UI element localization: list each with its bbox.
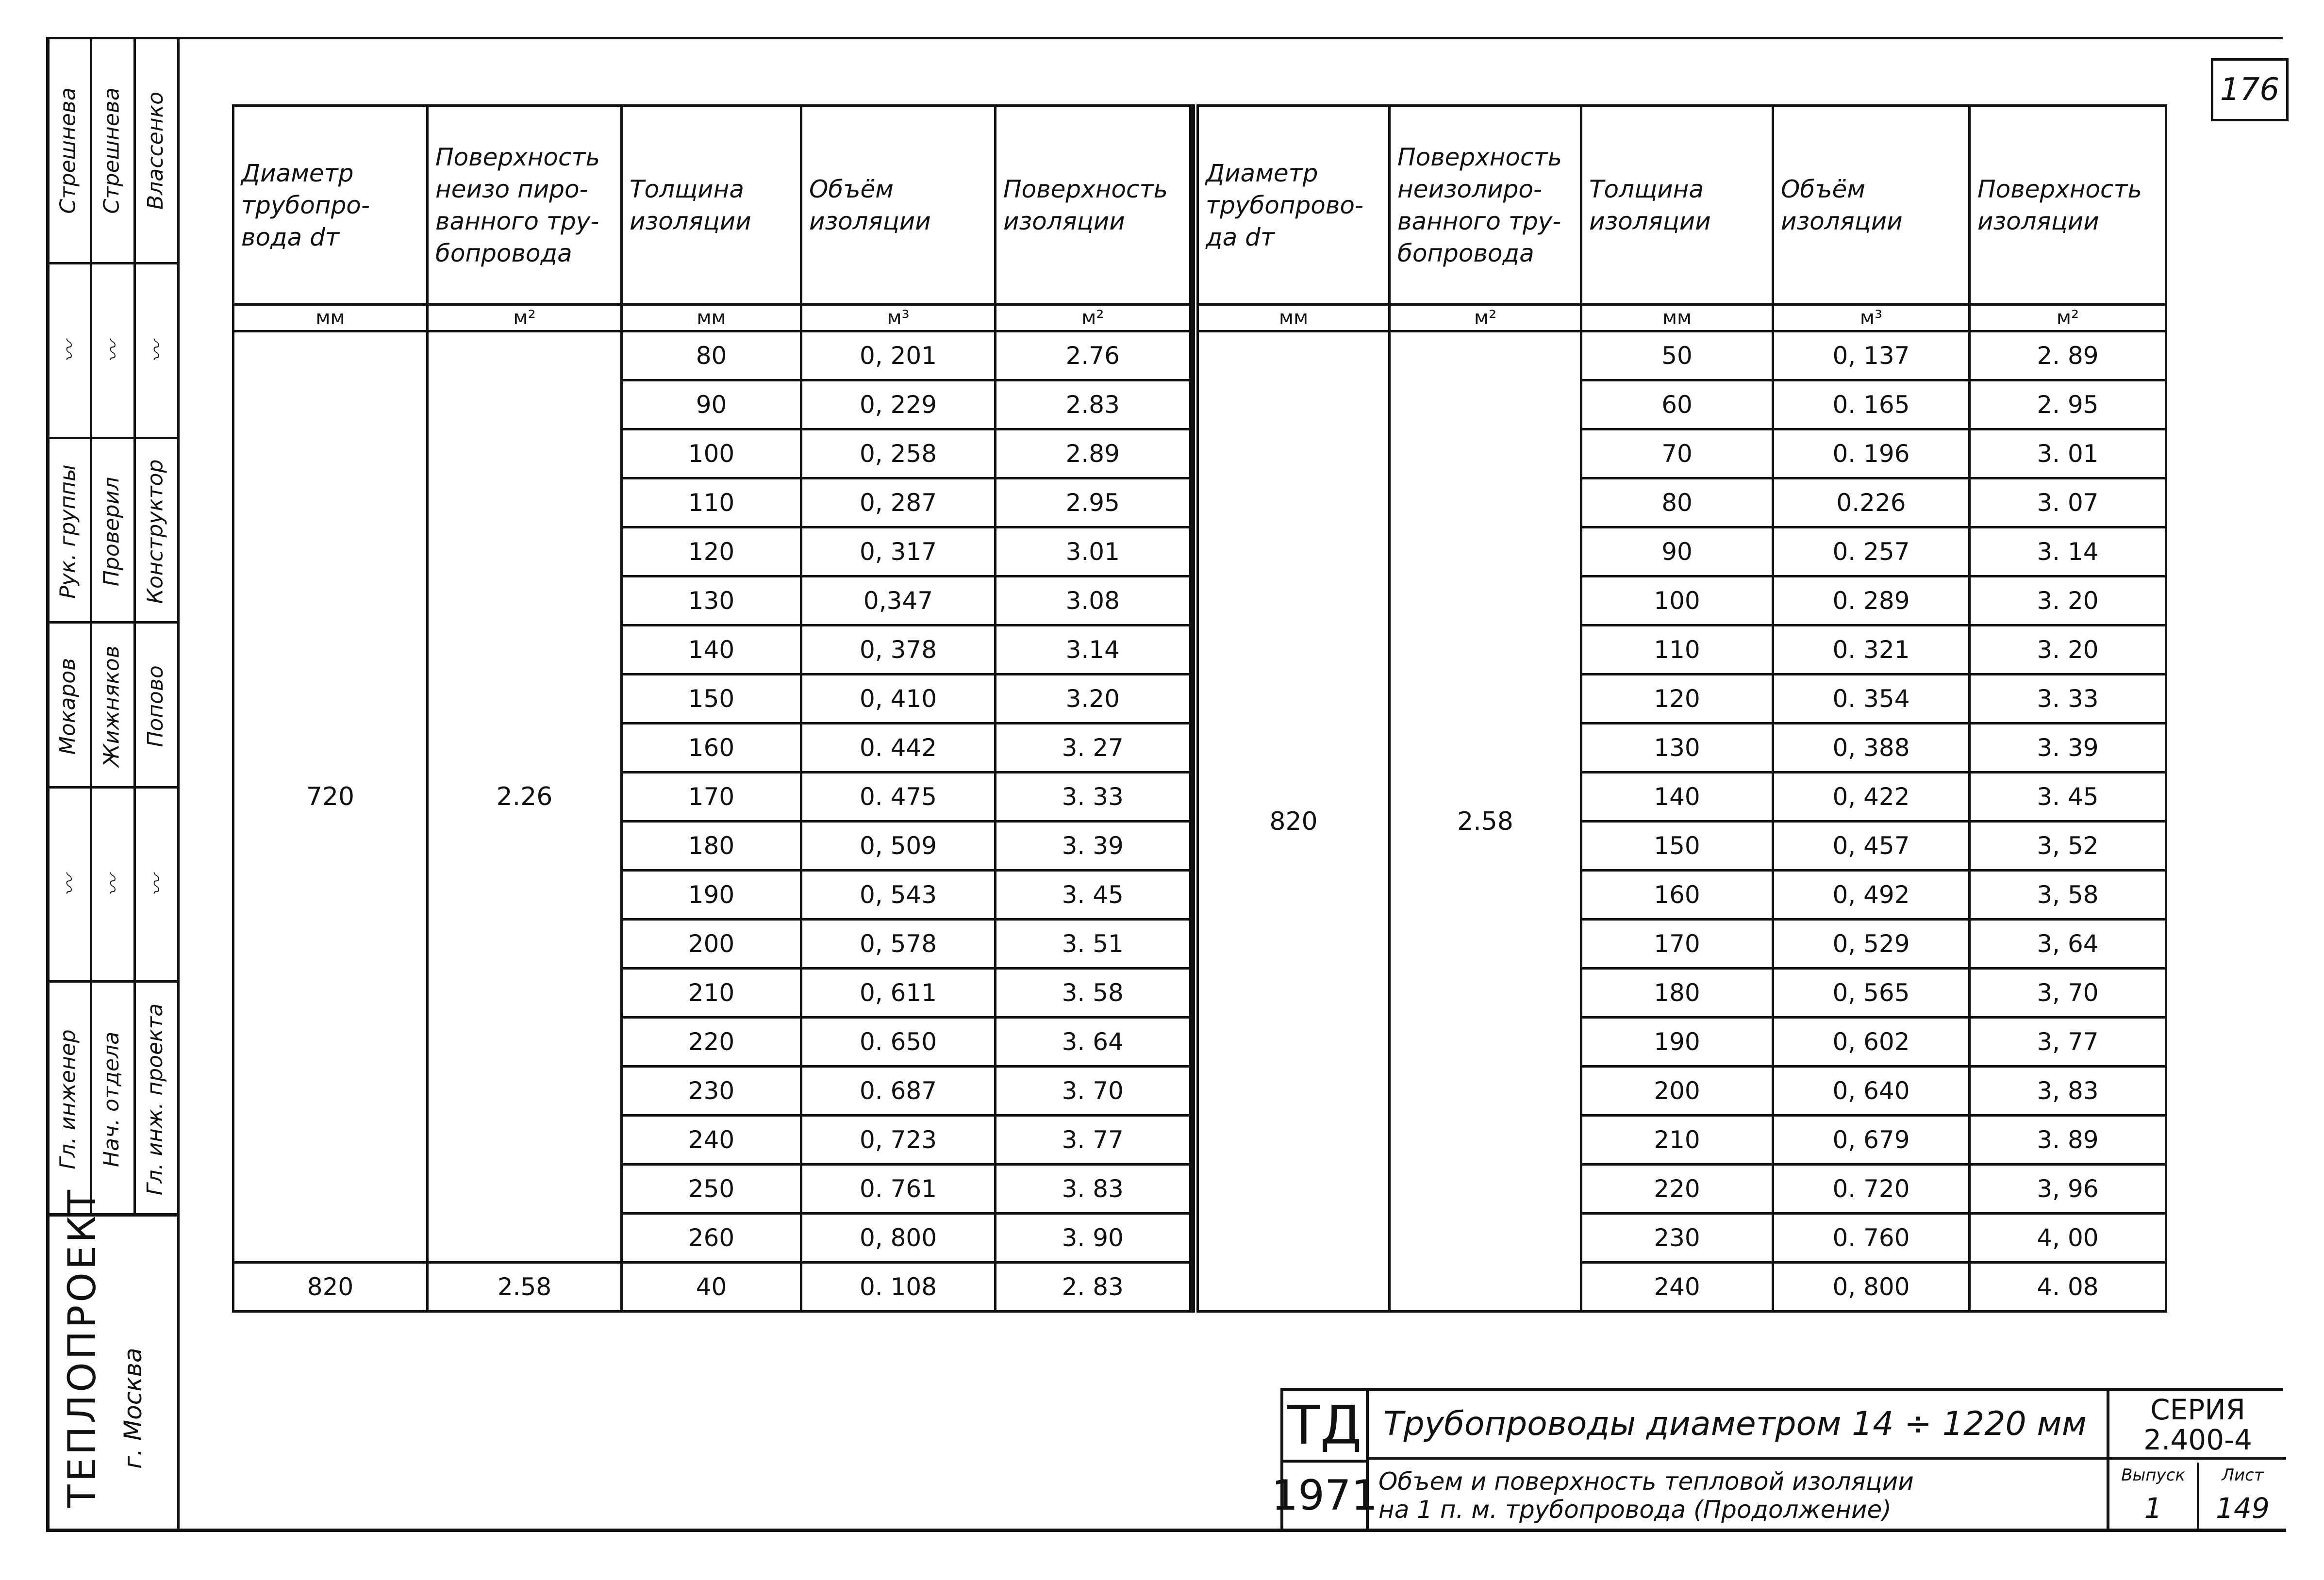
insulation-surface-cell: 2. 95 — [1970, 380, 2166, 429]
table-row — [233, 331, 1192, 380]
column-header-insulation-surface: Поверхность изоляции — [996, 106, 1192, 305]
organization-block — [46, 1186, 177, 1532]
insulation-surface-cell: 3, 58 — [1970, 871, 2166, 920]
thickness-cell: 170 — [622, 773, 801, 822]
signature-mark: 〰 — [101, 875, 126, 896]
stamp-role-4: Проверил — [90, 437, 133, 624]
unit-cell: м² — [1970, 305, 2166, 331]
volume-cell: 0. 196 — [1773, 429, 1970, 478]
unit-cell: мм — [233, 305, 428, 331]
volume-cell: 0. 108 — [801, 1263, 996, 1312]
volume-cell: 0, 258 — [801, 429, 996, 478]
column-header-volume: Объём изоляции — [801, 106, 996, 305]
volume-cell: 0, 800 — [1773, 1263, 1970, 1312]
thickness-cell: 110 — [1581, 625, 1773, 675]
issue-value: 1 — [2144, 1492, 2162, 1525]
thickness-cell: 180 — [1581, 969, 1773, 1018]
column-header-bare-surface: Поверхность неизолиро- ванного тру- бопровода — [1390, 106, 1581, 305]
thickness-cell: 50 — [1581, 331, 1773, 380]
insulation-surface-cell: 3. 20 — [1970, 625, 2166, 675]
thickness-cell: 210 — [1581, 1116, 1773, 1165]
thickness-cell: 250 — [622, 1165, 801, 1214]
insulation-surface-cell: 3. 70 — [996, 1067, 1192, 1116]
title-block — [1271, 1388, 2283, 1531]
signature-mark: 〰 — [145, 875, 170, 896]
subtitle-line-1: Объем и поверхность тепловой изоляции — [1378, 1467, 1914, 1496]
diameter-cell: 720 — [233, 331, 428, 1263]
table-body-left — [233, 331, 1192, 1312]
unit-cell: м² — [1390, 305, 1581, 331]
thickness-cell: 240 — [622, 1116, 801, 1165]
series-value: 2.400-4 — [2143, 1423, 2252, 1456]
insulation-table-right — [1196, 104, 2167, 1313]
insulation-surface-cell: 3.01 — [996, 527, 1192, 576]
insulation-surface-cell: 3. 33 — [1970, 675, 2166, 724]
thickness-cell: 220 — [1581, 1165, 1773, 1214]
thickness-cell: 40 — [622, 1263, 801, 1312]
column-header-thickness: Толщина изоляции — [622, 106, 801, 305]
thickness-cell: 190 — [1581, 1018, 1773, 1067]
volume-cell: 0,347 — [801, 576, 996, 625]
volume-cell: 0. 650 — [801, 1018, 996, 1067]
organization-name: ТЕПЛОПРОЕКТ — [61, 1186, 104, 1508]
thickness-cell: 180 — [622, 822, 801, 871]
stamp-signature-5 — [133, 786, 177, 983]
unit-cell: мм — [1581, 305, 1773, 331]
volume-cell: 0. 289 — [1773, 576, 1970, 625]
insulation-surface-cell: 3. 77 — [996, 1116, 1192, 1165]
insulation-surface-cell: 3.14 — [996, 625, 1192, 675]
thickness-cell: 80 — [622, 331, 801, 380]
signature-mark: 〰 — [145, 341, 170, 362]
volume-cell: 0. 760 — [1773, 1214, 1970, 1263]
volume-cell: 0, 378 — [801, 625, 996, 675]
column-header-thickness: Толщина изоляции — [1581, 106, 1773, 305]
thickness-cell: 70 — [1581, 429, 1773, 478]
volume-cell: 0. 354 — [1773, 675, 1970, 724]
thickness-cell: 210 — [622, 969, 801, 1018]
bare-surface-cell: 2.26 — [428, 331, 622, 1263]
thickness-cell: 90 — [1581, 527, 1773, 576]
insulation-surface-cell: 3, 52 — [1970, 822, 2166, 871]
thickness-cell: 230 — [622, 1067, 801, 1116]
unit-cell: мм — [622, 305, 801, 331]
thickness-cell: 150 — [1581, 822, 1773, 871]
insulation-surface-cell: 3.20 — [996, 675, 1192, 724]
volume-cell: 0, 543 — [801, 871, 996, 920]
thickness-cell: 200 — [622, 920, 801, 969]
sheet-cell — [2199, 1463, 2286, 1529]
thickness-cell: 160 — [622, 724, 801, 773]
volume-cell: 0, 287 — [801, 478, 996, 527]
title-main — [1369, 1391, 2107, 1529]
insulation-surface-cell: 3. 90 — [996, 1214, 1192, 1263]
volume-cell: 0, 679 — [1773, 1116, 1970, 1165]
insulation-surface-cell: 3, 83 — [1970, 1067, 2166, 1116]
volume-cell: 0, 388 — [1773, 724, 1970, 773]
thickness-cell: 220 — [622, 1018, 801, 1067]
thickness-cell: 170 — [1581, 920, 1773, 969]
unit-cell: м³ — [1773, 305, 1970, 331]
thickness-cell: 230 — [1581, 1214, 1773, 1263]
volume-cell: 0, 317 — [801, 527, 996, 576]
insulation-surface-cell: 3. 20 — [1970, 576, 2166, 625]
thickness-cell: 100 — [622, 429, 801, 478]
volume-cell: 0, 578 — [801, 920, 996, 969]
volume-cell: 0. 475 — [801, 773, 996, 822]
signature-mark: 〰 — [101, 341, 126, 362]
bare-surface-cell: 2.58 — [428, 1263, 622, 1312]
thickness-cell: 190 — [622, 871, 801, 920]
insulation-surface-cell: 2.76 — [996, 331, 1192, 380]
volume-cell: 0, 529 — [1773, 920, 1970, 969]
series-cell — [2109, 1391, 2286, 1460]
table-row — [1198, 331, 2166, 380]
stamp-column-1 — [46, 39, 92, 1213]
insulation-surface-cell: 3, 77 — [1970, 1018, 2166, 1067]
volume-cell: 0, 611 — [801, 969, 996, 1018]
diameter-cell: 820 — [1198, 331, 1390, 1312]
volume-cell: 0, 457 — [1773, 822, 1970, 871]
volume-cell: 0. 720 — [1773, 1165, 1970, 1214]
stamp-role-2: Рук. группы — [46, 437, 90, 624]
volume-cell: 0, 602 — [1773, 1018, 1970, 1067]
signature-mark: 〰 — [58, 341, 83, 362]
document-subtitle — [1369, 1463, 2107, 1529]
column-header-diameter: Диаметр трубопрово- да dт — [1198, 106, 1390, 305]
volume-cell: 0, 201 — [801, 331, 996, 380]
volume-cell: 0, 509 — [801, 822, 996, 871]
insulation-surface-cell: 4, 00 — [1970, 1214, 2166, 1263]
stamp-person-3: Жижняков — [90, 621, 133, 789]
thickness-cell: 240 — [1581, 1263, 1773, 1312]
thickness-cell: 80 — [1581, 478, 1773, 527]
insulation-surface-cell: 3.08 — [996, 576, 1192, 625]
stamp-signature-4 — [90, 262, 133, 439]
table-body-right — [1198, 331, 2166, 1312]
insulation-surface-cell: 2. 83 — [996, 1263, 1192, 1312]
insulation-surface-cell: 3. 45 — [996, 871, 1192, 920]
insulation-surface-cell: 3. 83 — [996, 1165, 1192, 1214]
signature-mark: 〰 — [58, 875, 83, 896]
thickness-cell: 150 — [622, 675, 801, 724]
stamp-role-3: Нач. отдела — [90, 980, 133, 1216]
stamp-role-6: Конструктор — [133, 437, 177, 624]
insulation-surface-cell: 3. 39 — [1970, 724, 2166, 773]
volume-cell: 0. 165 — [1773, 380, 1970, 429]
insulation-surface-cell: 3. 07 — [1970, 478, 2166, 527]
stamp-column-3 — [133, 39, 180, 1213]
thickness-cell: 90 — [622, 380, 801, 429]
thickness-cell: 60 — [1581, 380, 1773, 429]
insulation-surface-cell: 3. 33 — [996, 773, 1192, 822]
insulation-surface-cell: 3. 14 — [1970, 527, 2166, 576]
document-title: Трубопроводы диаметром 14 ÷ 1220 мм — [1369, 1391, 2107, 1460]
diameter-cell: 820 — [233, 1263, 428, 1312]
insulation-surface-cell: 3. 27 — [996, 724, 1192, 773]
subtitle-line-2: на 1 п. м. трубопровода (Продолжение) — [1378, 1496, 1892, 1524]
volume-cell: 0, 640 — [1773, 1067, 1970, 1116]
column-header-bare-surface: Поверхность неизо пиро- ванного тру- бопровода — [428, 106, 622, 305]
insulation-surface-cell: 3. 89 — [1970, 1116, 2166, 1165]
insulation-surface-cell: 3, 70 — [1970, 969, 2166, 1018]
bare-surface-cell: 2.58 — [1390, 331, 1581, 1312]
stamp-person-6: Влассенко — [143, 91, 168, 210]
volume-cell: 0.226 — [1773, 478, 1970, 527]
insulation-surface-cell: 3. 58 — [996, 969, 1192, 1018]
stamp-person-2: Стрешнева — [55, 87, 81, 214]
insulation-surface-cell: 3, 64 — [1970, 920, 2166, 969]
issue-label: Выпуск — [2121, 1465, 2185, 1485]
stamp-signature-3 — [90, 786, 133, 983]
stamp-role-5: Гл. инж. проекта — [133, 980, 177, 1216]
unit-cell: м² — [428, 305, 622, 331]
stamp-person-1: Мокаров — [46, 621, 90, 789]
series-label: СЕРИЯ — [2150, 1393, 2245, 1426]
insulation-surface-cell: 4. 08 — [1970, 1263, 2166, 1312]
volume-cell: 0, 800 — [801, 1214, 996, 1263]
volume-cell: 0, 723 — [801, 1116, 996, 1165]
sheet-value: 149 — [2216, 1492, 2270, 1525]
volume-cell: 0. 687 — [801, 1067, 996, 1116]
volume-cell: 0, 229 — [801, 380, 996, 429]
series-block — [2107, 1391, 2286, 1529]
stamp-signature-1 — [46, 786, 90, 983]
stamp-person-5: Попово — [133, 621, 177, 789]
logo-td: ТД — [1283, 1391, 1366, 1463]
thickness-cell: 260 — [622, 1214, 801, 1263]
volume-cell: 0, 492 — [1773, 871, 1970, 920]
table-row — [233, 1263, 1192, 1312]
volume-cell: 0, 422 — [1773, 773, 1970, 822]
stamp-signature-2 — [46, 262, 90, 439]
thickness-cell: 140 — [622, 625, 801, 675]
column-header-insulation-surface: Поверхность изоляции — [1970, 106, 2166, 305]
logo-year: 1971 — [1271, 1471, 1378, 1520]
volume-cell: 0, 410 — [801, 675, 996, 724]
stamp-column-2 — [90, 39, 136, 1213]
insulation-surface-cell: 2.89 — [996, 429, 1192, 478]
thickness-cell: 110 — [622, 478, 801, 527]
column-header-volume: Объём изоляции — [1773, 106, 1970, 305]
insulation-surface-cell: 3. 64 — [996, 1018, 1192, 1067]
thickness-cell: 120 — [1581, 675, 1773, 724]
thickness-cell: 100 — [1581, 576, 1773, 625]
unit-cell: мм — [1198, 305, 1390, 331]
thickness-cell: 130 — [622, 576, 801, 625]
insulation-table-left — [232, 104, 1195, 1313]
insulation-surface-cell: 3, 96 — [1970, 1165, 2166, 1214]
issue-cell — [2109, 1463, 2199, 1529]
thickness-cell: 200 — [1581, 1067, 1773, 1116]
insulation-surface-cell: 2. 89 — [1970, 331, 2166, 380]
thickness-cell: 120 — [622, 527, 801, 576]
insulation-surface-cell: 3. 39 — [996, 822, 1192, 871]
volume-cell: 0, 565 — [1773, 969, 1970, 1018]
column-header-diameter: Диаметр трубопро- вода dт — [233, 106, 428, 305]
volume-cell: 0. 761 — [801, 1165, 996, 1214]
thickness-cell: 160 — [1581, 871, 1773, 920]
volume-cell: 0. 442 — [801, 724, 996, 773]
stamp-signature-6 — [133, 262, 177, 439]
sheet-label: Лист — [2222, 1465, 2264, 1485]
thickness-cell: 130 — [1581, 724, 1773, 773]
stamp-person-4: Стрешнева — [99, 87, 124, 214]
insulation-surface-cell: 2.95 — [996, 478, 1192, 527]
title-logo-block — [1271, 1391, 1378, 1529]
volume-cell: 0. 257 — [1773, 527, 1970, 576]
insulation-surface-cell: 3. 01 — [1970, 429, 2166, 478]
organization-city: г. Москва — [119, 1348, 147, 1469]
unit-cell: м³ — [801, 305, 996, 331]
volume-cell: 0. 321 — [1773, 625, 1970, 675]
insulation-surface-cell: 3. 45 — [1970, 773, 2166, 822]
page-number: 176 — [2211, 58, 2289, 121]
volume-cell: 0, 137 — [1773, 331, 1970, 380]
insulation-surface-cell: 3. 51 — [996, 920, 1192, 969]
insulation-surface-cell: 2.83 — [996, 380, 1192, 429]
stamp-role-1: Гл. инженер — [46, 980, 90, 1216]
unit-cell: м² — [996, 305, 1192, 331]
thickness-cell: 140 — [1581, 773, 1773, 822]
